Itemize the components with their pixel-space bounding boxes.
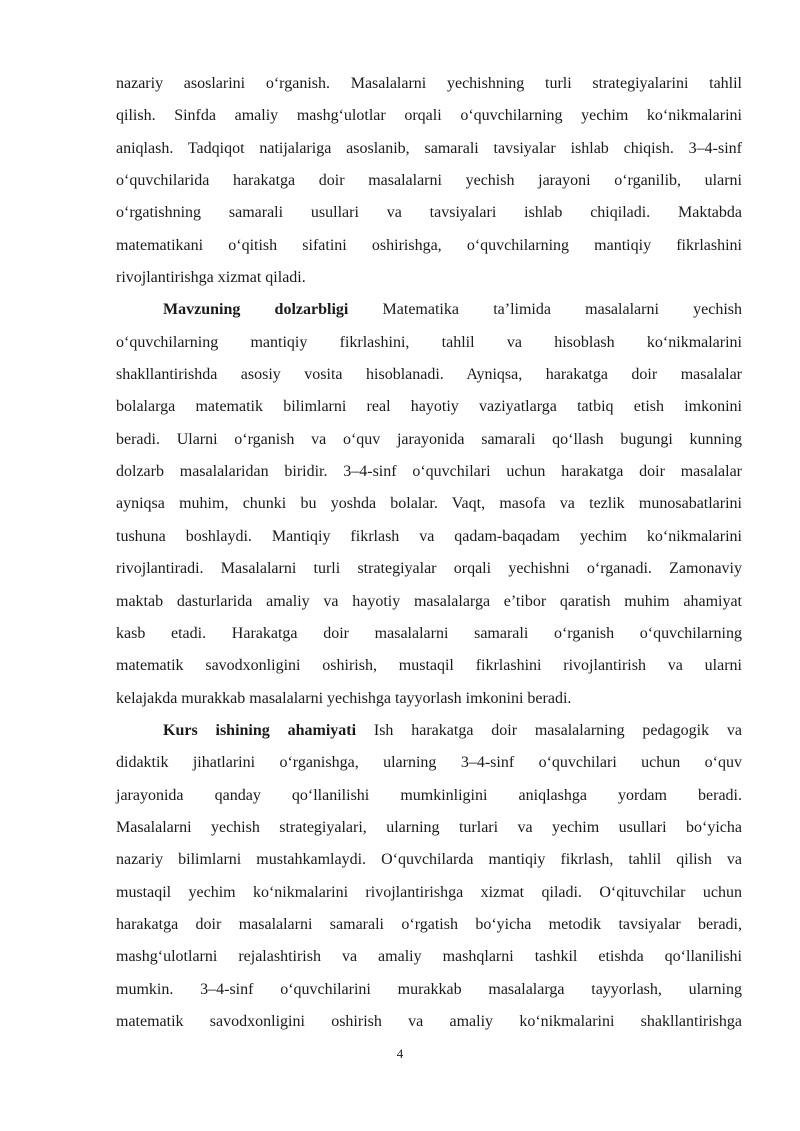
document-body [116, 68, 742, 1038]
text-line: didaktik jihatlarini o‘rganishga, ularning 3–4-sinf o‘quvchilari uchun o‘quv [116, 754, 742, 772]
text-line: kelajakda murakkab masalalarni yechishga tayyorlash imkonini beradi. [116, 689, 572, 707]
text-line: bolalarga matematik bilimlarni real hayotiy vaziyatlarga tatbiq etish imkonini [116, 398, 742, 416]
text-line: maktab dasturlarida amaliy va hayotiy masalalarga e’tibor qaratish muhim ahamiyat [116, 592, 742, 610]
text-line: rivojlantirishga xizmat qiladi. [116, 269, 306, 287]
paragraph-first-line [116, 715, 742, 747]
text-line: dolzarb masalalaridan biridir. 3–4-sinf o‘quvchilari uchun harakatga doir masalalar [116, 463, 742, 481]
paragraph-significance [116, 715, 742, 1038]
text-line: mustaqil yechim ko‘nikmalarini rivojlantirishga xizmat qiladi. O‘qituvchilar uchun [116, 883, 742, 901]
text-line: matematik savodxonligini oshirish va amaliy ko‘nikmalarini shakllantirishga [116, 1012, 742, 1030]
text-line: Masalalarni yechish strategiyalari, ularning turlari va yechim usullari bo‘yicha [116, 818, 742, 836]
text-line: o‘quvchilarning mantiqiy fikrlashini, tahlil va hisoblash ko‘nikmalarini [116, 333, 742, 351]
text-line: qilish. Sinfda amaliy mashg‘ulotlar orqali o‘quvchilarning yechim ko‘nikmalarini [116, 107, 742, 125]
paragraph-relevance [116, 294, 742, 714]
text-run: Matematika ta’limida masalalarni yechish [348, 301, 742, 319]
text-line: o‘rgatishning samarali usullari va tavsiyalari ishlab chiqiladi. Maktabda [116, 204, 742, 222]
text-line: nazariy bilimlarni mustahkamlaydi. O‘quvchilarda mantiqiy fikrlash, tahlil qilish va [116, 851, 742, 869]
paragraph-intro [116, 68, 742, 294]
text-line: rivojlantiradi. Masalalarni turli strategiyalar orqali yechishni o‘rganadi. Zamonaviy [116, 560, 742, 578]
section-heading-relevance: Mavzuning dolzarbligi [163, 301, 349, 319]
text-line: matematikani o‘qitish sifatini oshirishga, o‘quvchilarning mantiqiy fikrlashini [116, 236, 742, 254]
text-line: ayniqsa muhim, chunki bu yoshda bolalar. Vaqt, masofa va tezlik munosabatlarini [116, 495, 742, 513]
section-heading-significance: Kurs ishining ahamiyati [163, 721, 357, 739]
page-number: 4 [396, 1046, 404, 1061]
text-line: aniqlash. Tadqiqot natijalariga asoslanib, samarali tavsiyalar ishlab chiqish. 3–4-sinf [116, 139, 742, 157]
text-line: matematik savodxonligini oshirish, mustaqil fikrlashini rivojlantirish va ularni [116, 657, 742, 675]
text-line: mumkin. 3–4-sinf o‘quvchilarini murakkab masalalarga tayyorlash, ularning [116, 980, 742, 998]
text-line: beradi. Ularni o‘rganish va o‘quv jarayonida samarali qo‘llash bugungi kunning [116, 430, 742, 448]
text-line: o‘quvchilarida harakatga doir masalalarni yechish jarayoni o‘rganilib, ularni [116, 172, 742, 190]
text-line: tushuna boshlaydi. Mantiqiy fikrlash va qadam-baqadam yechim ko‘nikmalarini [116, 527, 742, 545]
text-run: Ish harakatga doir masalalarning pedagogik va [356, 721, 742, 739]
text-line: shakllantirishda asosiy vosita hisoblanadi. Ayniqsa, harakatga doir masalalar [116, 366, 742, 384]
text-line: jarayonida qanday qo‘llanilishi mumkinligini aniqlashga yordam beradi. [116, 786, 742, 804]
text-line: harakatga doir masalalarni samarali o‘rgatish bo‘yicha metodik tavsiyalar beradi, [116, 915, 742, 933]
paragraph-first-line [116, 294, 742, 326]
text-line: nazariy asoslarini o‘rganish. Masalalarni yechishning turli strategiyalarini tahlil [116, 75, 742, 92]
text-line: mashg‘ulotlarni rejalashtirish va amaliy mashqlarni tashkil etishda qo‘llanilishi [116, 948, 742, 966]
text-line: kasb etadi. Harakatga doir masalalarni samarali o‘rganish o‘quvchilarning [116, 624, 742, 642]
